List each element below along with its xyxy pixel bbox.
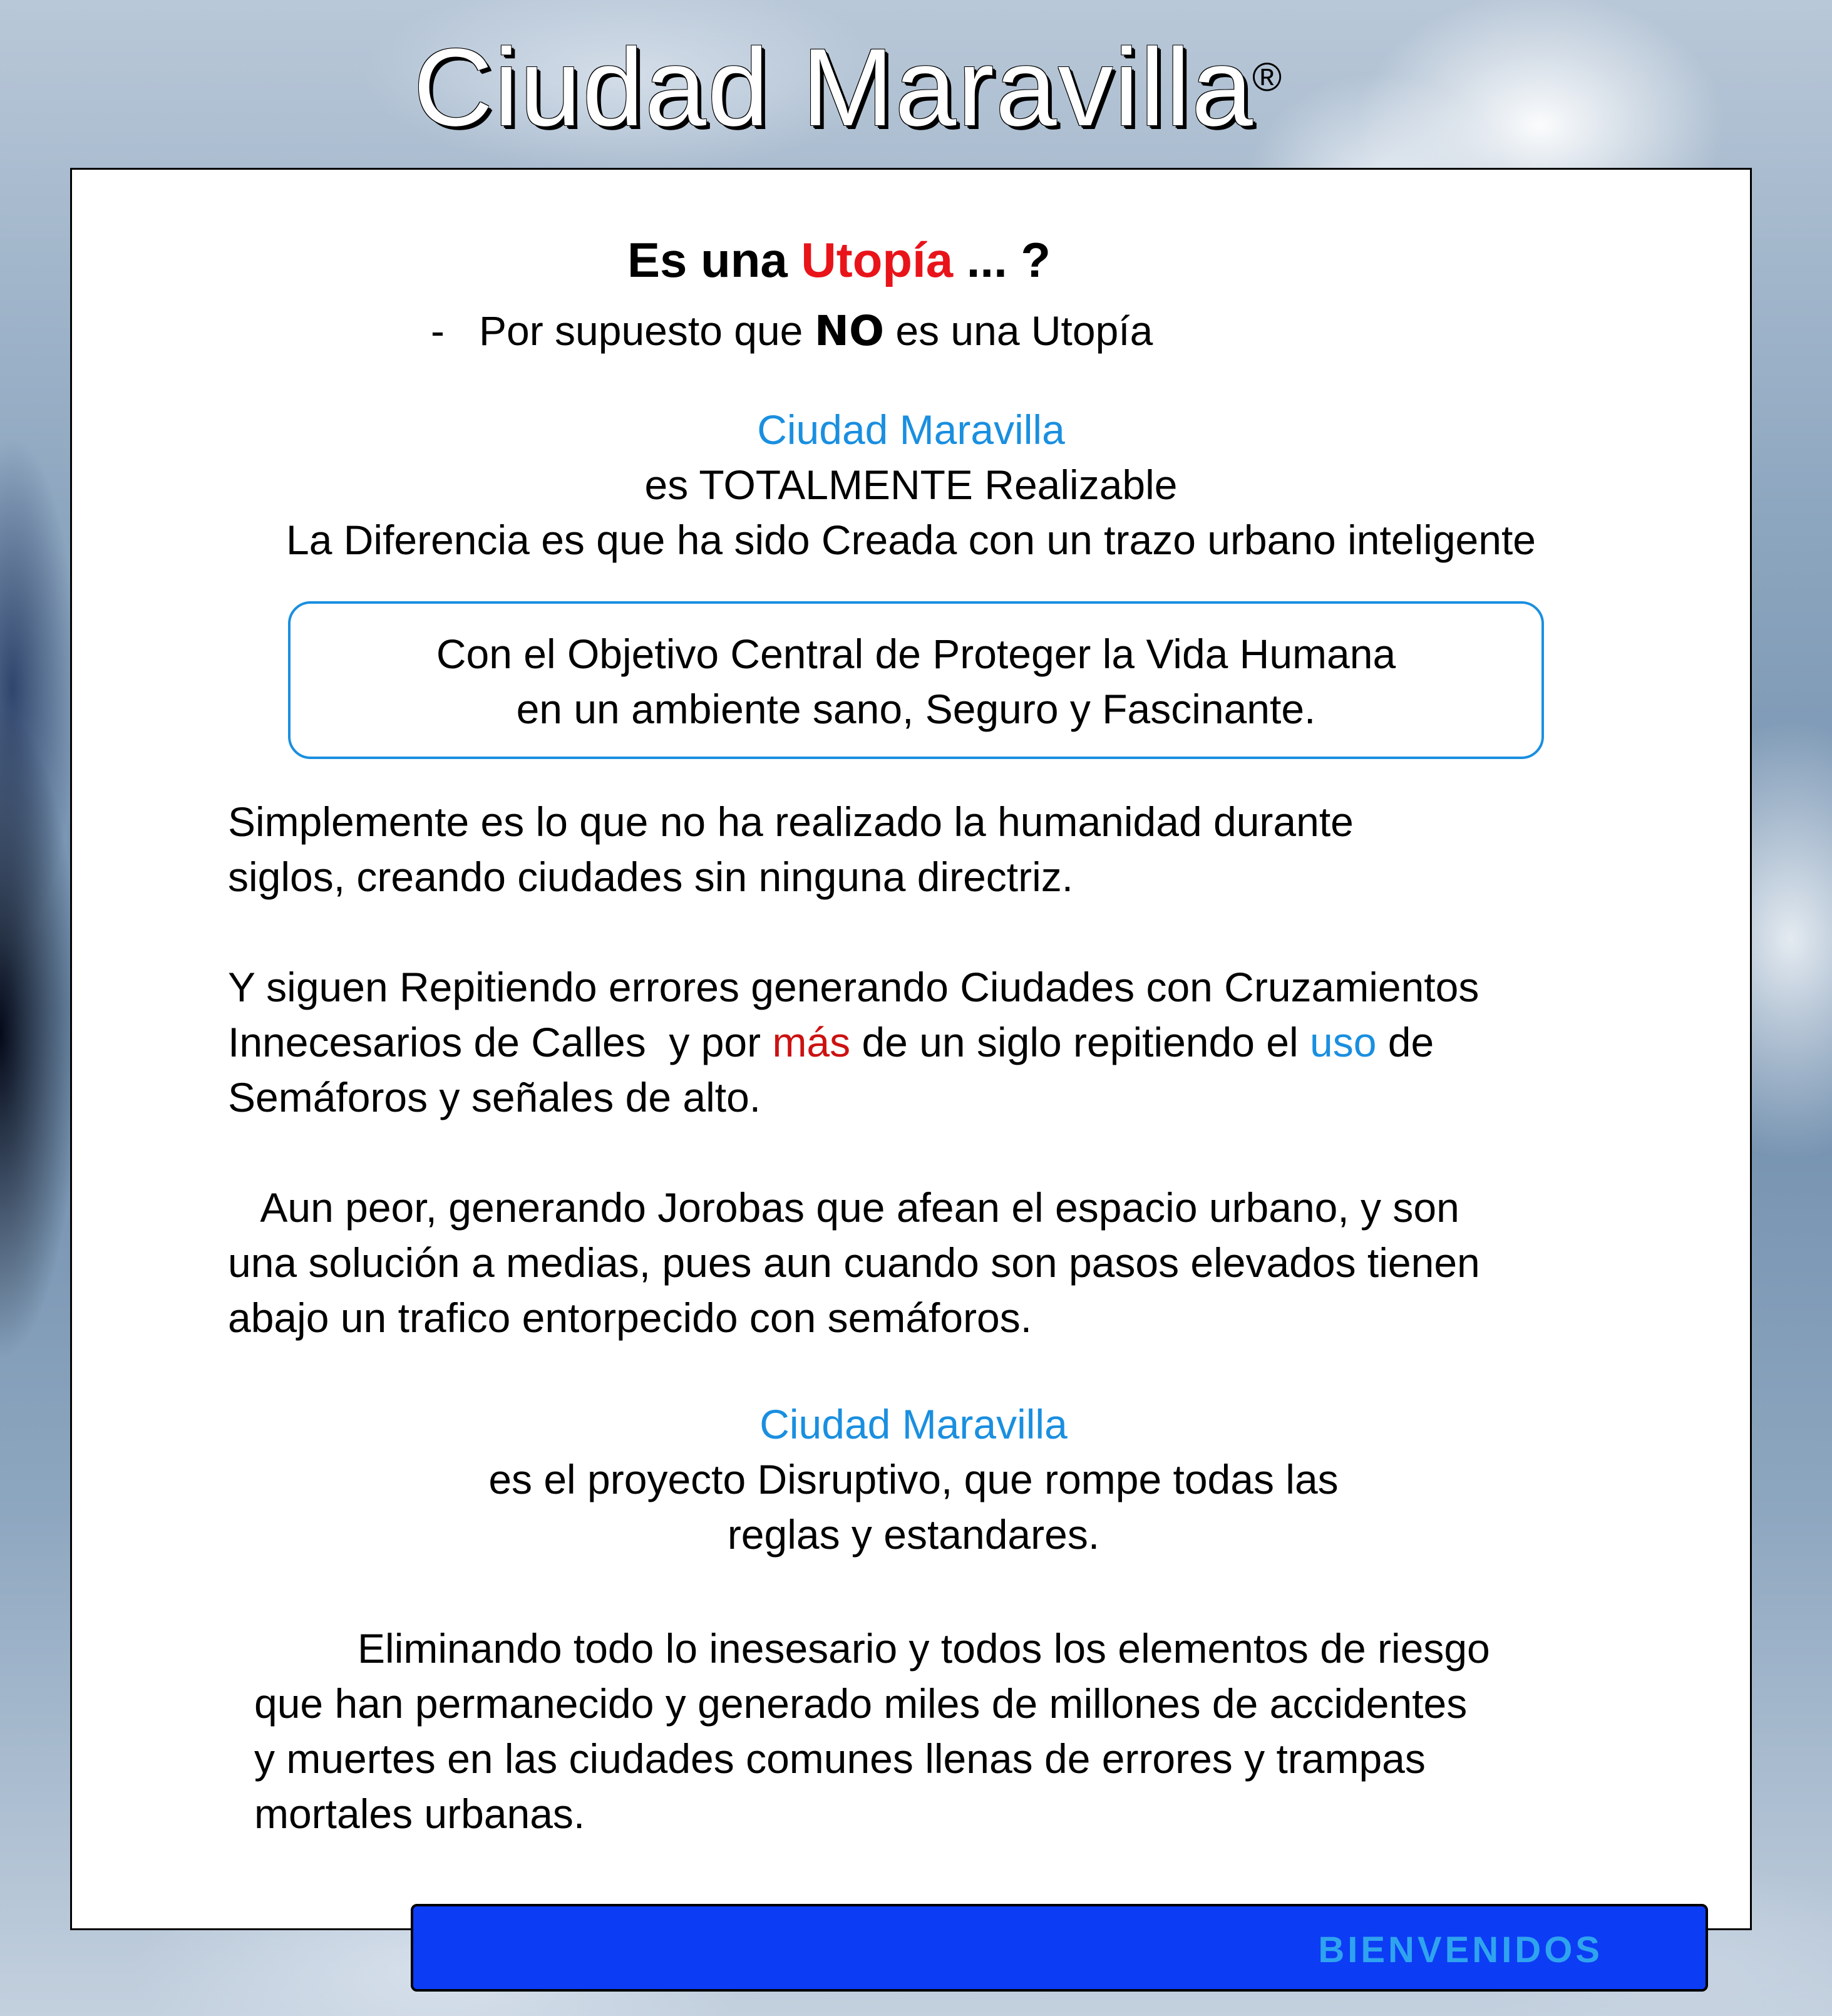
objective-callout bbox=[288, 601, 1544, 759]
paragraph-line bbox=[228, 1015, 1479, 1070]
registered-mark: ® bbox=[1252, 54, 1282, 100]
paragraph-errors bbox=[228, 959, 1479, 1125]
brand-heading-1: Ciudad Maravilla bbox=[757, 406, 1065, 453]
paragraph-line: Semáforos y señales de alto. bbox=[228, 1074, 761, 1120]
paragraph-line: que han permanecido y generado miles de millones de accidentes bbox=[254, 1680, 1468, 1727]
difference-line: La Diferencia es que ha sido Creada con un trazo urbano inteligente bbox=[286, 517, 1536, 563]
paragraph-line: Y siguen Repitiendo errores generando Ciudades con Cruzamientos bbox=[228, 964, 1479, 1010]
bienvenidos-link[interactable]: BIENVENIDOS bbox=[1318, 1930, 1603, 1970]
paragraph-line: Aun peor, generando Jorobas que afean el espacio urbano, y son bbox=[228, 1184, 1459, 1231]
callout-line-2: en un ambiente sano, Seguro y Fascinante. bbox=[516, 686, 1316, 732]
question-suffix: ... ? bbox=[953, 232, 1051, 287]
callout-line-1: Con el Objetivo Central de Proteger la Vida Humana bbox=[436, 631, 1396, 677]
paragraph-closing bbox=[254, 1621, 1490, 1841]
bienvenidos-bar[interactable] bbox=[411, 1904, 1708, 1992]
text-run: de un siglo repitiendo el bbox=[850, 1019, 1310, 1065]
paragraph-line: una solución a medias, pues aun cuando son pasos elevados tienen bbox=[228, 1239, 1480, 1286]
text-run: de bbox=[1376, 1019, 1434, 1065]
text-run: Innecesarios de Calles y por bbox=[228, 1019, 773, 1065]
paragraph-line: Eliminando todo lo inesesario y todos los elementos de riesgo bbox=[254, 1625, 1490, 1672]
paragraph-line: siglos, creando ciudades sin ninguna directriz. bbox=[228, 854, 1074, 900]
paragraph-jorobas bbox=[228, 1180, 1480, 1345]
question-utopia-word: Utopía bbox=[801, 232, 954, 287]
answer-no: NO bbox=[814, 307, 885, 355]
paragraph-humanity bbox=[228, 794, 1354, 904]
brand-heading-2: Ciudad Maravilla bbox=[759, 1401, 1068, 1447]
realizable-line: es TOTALMENTE Realizable bbox=[644, 462, 1178, 508]
answer-suffix: es una Utopía bbox=[884, 308, 1153, 354]
word-uso: uso bbox=[1309, 1019, 1377, 1065]
paragraph-line: y muertes en las ciudades comunes llenas de errores y trampas bbox=[254, 1735, 1426, 1782]
utopia-answer bbox=[431, 307, 1153, 355]
question-prefix: Es una bbox=[627, 232, 801, 287]
utopia-question bbox=[627, 232, 1051, 289]
paragraph-line: mortales urbanas. bbox=[254, 1791, 585, 1837]
rules-line: reglas y estandares. bbox=[727, 1511, 1100, 1558]
answer-prefix: - Por supuesto que bbox=[431, 308, 815, 354]
paragraph-line: abajo un trafico entorpecido con semáforos. bbox=[228, 1295, 1032, 1341]
paragraph-line: Simplemente es lo que no ha realizado la humanidad durante bbox=[228, 799, 1354, 845]
site-title: Ciudad Maravilla bbox=[413, 26, 1254, 149]
word-mas: más bbox=[772, 1019, 851, 1065]
disruptive-line: es el proyecto Disruptivo, que rompe todas las bbox=[488, 1456, 1339, 1502]
